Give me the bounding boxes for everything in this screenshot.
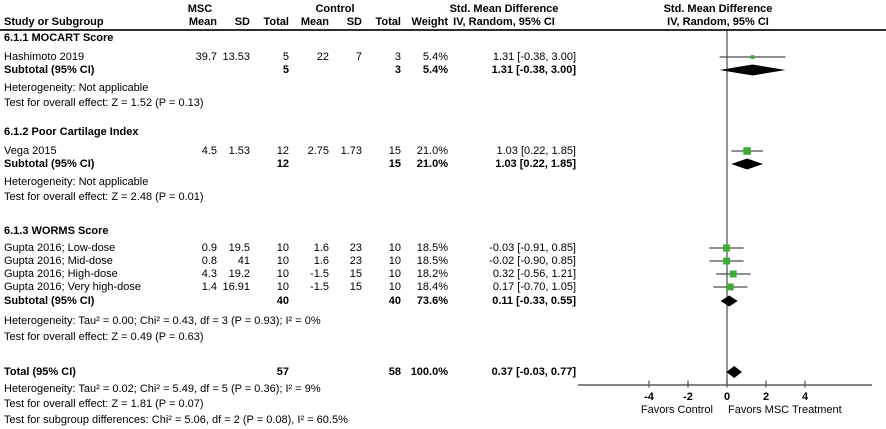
pooled-diamond [726,366,742,378]
axis-tick-label: 0 [723,391,731,403]
plot-method-header: IV, Random, 95% CI [667,16,769,28]
effect-marker [727,284,734,291]
study-msc_mean: 1.4 [201,281,217,293]
study-ctrl_mean: -1.5 [310,268,329,280]
total-weight: 100.0% [410,366,448,378]
overall-effect-note: Test for overall effect: Z = 0.49 (P = 0.63) [4,331,204,343]
overall-effect-note: Test for overall effect: Z = 1.52 (P = 0.13) [4,97,204,109]
subtotal-msc_total: 40 [276,295,289,307]
axis-tick-label: -2 [683,391,693,403]
study-weight: 21.0% [416,145,448,157]
effect-method-header: IV, Random, 95% CI [453,16,555,28]
subtotal-ci-text: 1.31 [-0.38, 3.00] [491,64,576,76]
study-msc_mean: 0.8 [201,255,217,267]
study-msc_sd: 19.5 [228,242,250,254]
effect-marker [723,245,730,252]
study-name: Hashimoto 2019 [4,51,85,63]
study-weight: 5.4% [422,51,448,63]
study-name: Gupta 2016; Very high-dose [4,281,141,293]
subtotal-weight: 73.6% [416,295,448,307]
study-ctrl_mean: 1.6 [313,255,329,267]
study-name: Gupta 2016; Low-dose [4,242,116,254]
study-ctrl_total: 10 [388,242,401,254]
study-ctrl_sd: 23 [349,255,362,267]
study-ci-text: 1.31 [-0.38, 3.00] [492,51,576,63]
study-msc_total: 10 [276,268,289,280]
overall-effect-note: Test for overall effect: Z = 2.48 (P = 0.01) [4,191,204,203]
msc-sd-header: SD [234,16,250,28]
total-footnote: Heterogeneity: Tau² = 0.02; Chi² = 5.49, df = 5 (P = 0.36); I² = 9% [4,383,321,395]
total-ci-text: 0.37 [-0.03, 0.77] [491,366,576,378]
heterogeneity-note: Heterogeneity: Not applicable [4,176,149,188]
study-ctrl_sd: 15 [349,281,362,293]
study-msc_mean: 4.3 [201,268,217,280]
study-ci-text: 0.17 [-0.70, 1.05] [492,281,576,293]
study-name: Gupta 2016; High-dose [4,268,118,280]
study-ctrl_sd: 23 [349,242,362,254]
study-msc_mean: 0.9 [201,242,217,254]
study-ctrl_mean: 22 [316,51,329,63]
study-msc_sd: 19.2 [228,268,250,280]
study-ctrl_total: 10 [388,268,401,280]
total-label: Total (95% CI) [4,366,76,378]
total-footnote: Test for subgroup differences: Chi² = 5.06, df = 2 (P = 0.08), I² = 60.5% [4,414,348,426]
subtotal-msc_total: 5 [282,64,289,76]
study-msc_sd: 16.91 [222,281,250,293]
subtotal-weight: 5.4% [422,64,448,76]
study-ctrl_sd: 7 [355,51,362,63]
study-msc_total: 12 [276,145,289,157]
control-mean-header: Mean [300,16,329,28]
study-weight: 18.5% [416,242,448,254]
effect-marker [751,55,755,59]
study-ci-text: 0.32 [-0.56, 1.21] [492,268,576,280]
study-msc_total: 10 [276,242,289,254]
effect-marker [743,147,751,155]
axis-tick-label: 4 [801,391,809,403]
study-ctrl_total: 10 [388,255,401,267]
study-weight: 18.2% [416,268,448,280]
section-title: 6.1.2 Poor Cartilage Index [4,126,139,138]
effect-marker [723,258,730,265]
pooled-diamond [721,296,738,307]
study-ctrl_mean: 2.75 [307,145,329,157]
axis-tick-label: -4 [644,391,654,403]
study-msc_mean: 39.7 [195,51,217,63]
study-ctrl_total: 10 [388,281,401,293]
effect-marker [730,271,737,278]
study-weight: 18.4% [416,281,448,293]
study-ctrl_mean: 1.6 [313,242,329,254]
subtotal-weight: 21.0% [416,158,448,170]
study-column-header: Study or Subgroup [4,16,104,28]
favors-right-label: Favors MSC Treatment [728,404,842,416]
pooled-diamond [731,159,763,170]
study-ctrl_total: 3 [394,51,401,63]
subtotal-ci-text: 0.11 [-0.33, 0.55] [492,295,576,307]
axis-tick-label: 2 [762,391,770,403]
weight-column-header: Weight [411,16,448,28]
subtotal-ctrl_total: 3 [394,64,401,76]
study-ctrl_total: 15 [388,145,401,157]
control-group-header: Control [315,3,355,15]
heterogeneity-note: Heterogeneity: Tau² = 0.00; Chi² = 0.43, df = 3 (P = 0.93); I² = 0% [4,315,321,327]
study-msc_total: 10 [276,255,289,267]
study-weight: 18.5% [416,255,448,267]
control-sd-header: SD [346,16,362,28]
study-msc_sd: 41 [237,255,250,267]
subtotal-ctrl_total: 15 [388,158,401,170]
study-ctrl_sd: 15 [349,268,362,280]
subtotal-label: Subtotal (95% CI) [4,295,95,307]
msc-total-header: Total [263,16,289,28]
section-title: 6.1.3 WORMS Score [4,225,109,237]
study-ctrl_mean: -1.5 [310,281,329,293]
heterogeneity-note: Heterogeneity: Not applicable [4,82,149,94]
study-ci-text: -0.03 [-0.91, 0.85] [489,242,576,254]
study-name: Vega 2015 [4,145,57,157]
subtotal-ci-text: 1.03 [0.22, 1.85] [495,158,576,170]
study-ctrl_sd: 1.73 [340,145,362,157]
study-msc_sd: 1.53 [228,145,250,157]
subtotal-label: Subtotal (95% CI) [4,64,95,76]
msc-mean-header: Mean [188,16,217,28]
total-footnote: Test for overall effect: Z = 1.81 (P = 0.07) [4,398,204,410]
plot-column-title: Std. Mean Difference [663,3,773,15]
subtotal-ctrl_total: 40 [388,295,401,307]
section-title: 6.1.1 MOCART Score [4,32,114,44]
study-msc_mean: 4.5 [201,145,217,157]
subtotal-label: Subtotal (95% CI) [4,158,95,170]
total-msc_total: 57 [276,366,289,378]
favors-left-label: Favors Control [640,404,713,416]
study-ci-text: -0.02 [-0.90, 0.85] [489,255,576,267]
study-msc_total: 5 [282,51,289,63]
total-ctrl_total: 58 [388,366,401,378]
study-msc_sd: 13.53 [222,51,250,63]
effect-column-title: Std. Mean Difference [449,3,559,15]
pooled-diamond [720,65,786,76]
study-msc_total: 10 [276,281,289,293]
study-name: Gupta 2016; Mid-dose [4,255,113,267]
control-total-header: Total [375,16,401,28]
subtotal-msc_total: 12 [276,158,289,170]
msc-group-header: MSC [187,3,213,15]
study-ci-text: 1.03 [0.22, 1.85] [496,145,576,157]
